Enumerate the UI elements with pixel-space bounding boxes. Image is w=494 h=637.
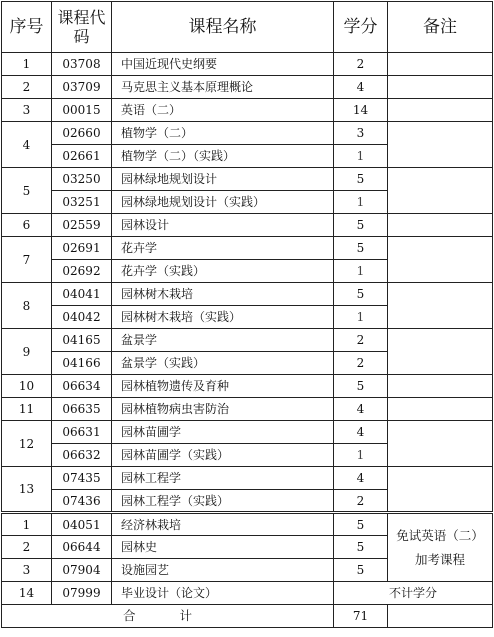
row-credit: 1: [334, 145, 388, 168]
header-credit: 学分: [334, 2, 388, 53]
total-note: [388, 605, 493, 628]
extra-name: 经济林栽培: [112, 513, 334, 536]
row-note: [388, 283, 493, 329]
row-code: 02692: [52, 260, 112, 283]
row-code: 04165: [52, 329, 112, 352]
row-name: 花卉学（实践）: [112, 260, 334, 283]
row-credit: 1: [334, 260, 388, 283]
row-credit: 5: [334, 168, 388, 191]
row-seq: 2: [2, 76, 52, 99]
table-row: [2, 76, 493, 99]
row-code: 06632: [52, 444, 112, 467]
table-row: [2, 168, 493, 191]
row-name: 园林苗圃学（实践）: [112, 444, 334, 467]
header-name: 课程名称: [112, 2, 334, 53]
row-code: 06634: [52, 375, 112, 398]
row-credit: 4: [334, 398, 388, 421]
row-seq: 9: [2, 329, 52, 375]
extra-note: 免试英语（二）加考课程: [388, 513, 493, 582]
row-name: 园林树木栽培: [112, 283, 334, 306]
table-row: [2, 329, 493, 352]
row-code: 07435: [52, 467, 112, 490]
row-name: 园林工程学（实践）: [112, 490, 334, 513]
row-code: 02691: [52, 237, 112, 260]
extra-name: 园林史: [112, 536, 334, 559]
row-seq: 13: [2, 467, 52, 513]
table-row: [2, 122, 493, 145]
row-note: [388, 467, 493, 513]
row-note: [388, 237, 493, 283]
extra-code: 07904: [52, 559, 112, 582]
row-seq: 4: [2, 122, 52, 168]
row-credit: 1: [334, 191, 388, 214]
row-code: 02660: [52, 122, 112, 145]
row-name: 植物学（二）: [112, 122, 334, 145]
row-note: [388, 122, 493, 168]
extra-credit: 5: [334, 559, 388, 582]
row-seq: 12: [2, 421, 52, 467]
row-credit: 4: [334, 421, 388, 444]
table-row: [2, 283, 493, 306]
row-name: 马克思主义基本原理概论: [112, 76, 334, 99]
row-note: [388, 76, 493, 99]
row-code: 03709: [52, 76, 112, 99]
row-code: 03251: [52, 191, 112, 214]
row-seq: 5: [2, 168, 52, 214]
header-note: 备注: [388, 2, 493, 53]
row-credit: 4: [334, 467, 388, 490]
row-name: 英语（二）: [112, 99, 334, 122]
extra-credit: 5: [334, 536, 388, 559]
row-credit: 2: [334, 352, 388, 375]
row-name: 园林树木栽培（实践）: [112, 306, 334, 329]
row-credit: 2: [334, 329, 388, 352]
row-name: 园林绿地规划设计: [112, 168, 334, 191]
thesis-credit-note: 不计学分: [334, 582, 493, 605]
header-row: [2, 2, 493, 53]
table-row: [2, 421, 493, 444]
row-code: 06635: [52, 398, 112, 421]
row-credit: 1: [334, 306, 388, 329]
row-code: 07436: [52, 490, 112, 513]
table-row: [2, 214, 493, 237]
row-credit: 2: [334, 490, 388, 513]
row-credit: 2: [334, 53, 388, 76]
row-seq: 11: [2, 398, 52, 421]
row-credit: 1: [334, 444, 388, 467]
table-row: [2, 375, 493, 398]
row-seq: 10: [2, 375, 52, 398]
row-code: 02559: [52, 214, 112, 237]
row-seq: 1: [2, 53, 52, 76]
row-code: 02661: [52, 145, 112, 168]
row-credit: 5: [334, 237, 388, 260]
row-credit: 5: [334, 214, 388, 237]
row-note: [388, 168, 493, 214]
row-code: 04166: [52, 352, 112, 375]
row-name: 中国近现代史纲要: [112, 53, 334, 76]
row-credit: 4: [334, 76, 388, 99]
row-note: [388, 99, 493, 122]
row-note: [388, 329, 493, 375]
row-seq: 8: [2, 283, 52, 329]
row-seq: 3: [2, 99, 52, 122]
table-row: [2, 237, 493, 260]
table-row: [2, 398, 493, 421]
row-note: [388, 375, 493, 398]
row-name: 园林设计: [112, 214, 334, 237]
total-label: 合 计: [2, 605, 334, 628]
row-code: 00015: [52, 99, 112, 122]
row-name: 园林苗圃学: [112, 421, 334, 444]
row-seq: 7: [2, 237, 52, 283]
extra-seq: 2: [2, 536, 52, 559]
row-name: 盆景学（实践）: [112, 352, 334, 375]
row-code: 03250: [52, 168, 112, 191]
thesis-row: [2, 582, 493, 605]
row-credit: 5: [334, 283, 388, 306]
extra-seq: 3: [2, 559, 52, 582]
row-note: [388, 53, 493, 76]
row-note: [388, 214, 493, 237]
row-code: 06631: [52, 421, 112, 444]
row-name: 植物学（二）（实践）: [112, 145, 334, 168]
row-name: 盆景学: [112, 329, 334, 352]
table-row: [2, 99, 493, 122]
row-credit: 3: [334, 122, 388, 145]
extra-name: 设施园艺: [112, 559, 334, 582]
row-name: 园林工程学: [112, 467, 334, 490]
thesis-name: 毕业设计（论文）: [112, 582, 334, 605]
extra-seq: 1: [2, 513, 52, 536]
thesis-seq: 14: [2, 582, 52, 605]
course-table: [1, 1, 493, 628]
row-credit: 14: [334, 99, 388, 122]
row-name: 花卉学: [112, 237, 334, 260]
row-credit: 5: [334, 375, 388, 398]
row-code: 04041: [52, 283, 112, 306]
total-row: [2, 605, 493, 628]
extra-code: 06644: [52, 536, 112, 559]
thesis-code: 07999: [52, 582, 112, 605]
total-credit: 71: [334, 605, 388, 628]
extra-credit: 5: [334, 513, 388, 536]
extra-row: [2, 513, 493, 536]
header-code: 课程代码: [52, 2, 112, 53]
row-code: 03708: [52, 53, 112, 76]
table-row: [2, 53, 493, 76]
table-row: [2, 467, 493, 490]
row-note: [388, 398, 493, 421]
header-seq: 序号: [2, 2, 52, 53]
extra-code: 04051: [52, 513, 112, 536]
row-name: 园林植物病虫害防治: [112, 398, 334, 421]
row-code: 04042: [52, 306, 112, 329]
row-name: 园林植物遗传及育种: [112, 375, 334, 398]
row-note: [388, 421, 493, 467]
row-name: 园林绿地规划设计（实践）: [112, 191, 334, 214]
row-seq: 6: [2, 214, 52, 237]
